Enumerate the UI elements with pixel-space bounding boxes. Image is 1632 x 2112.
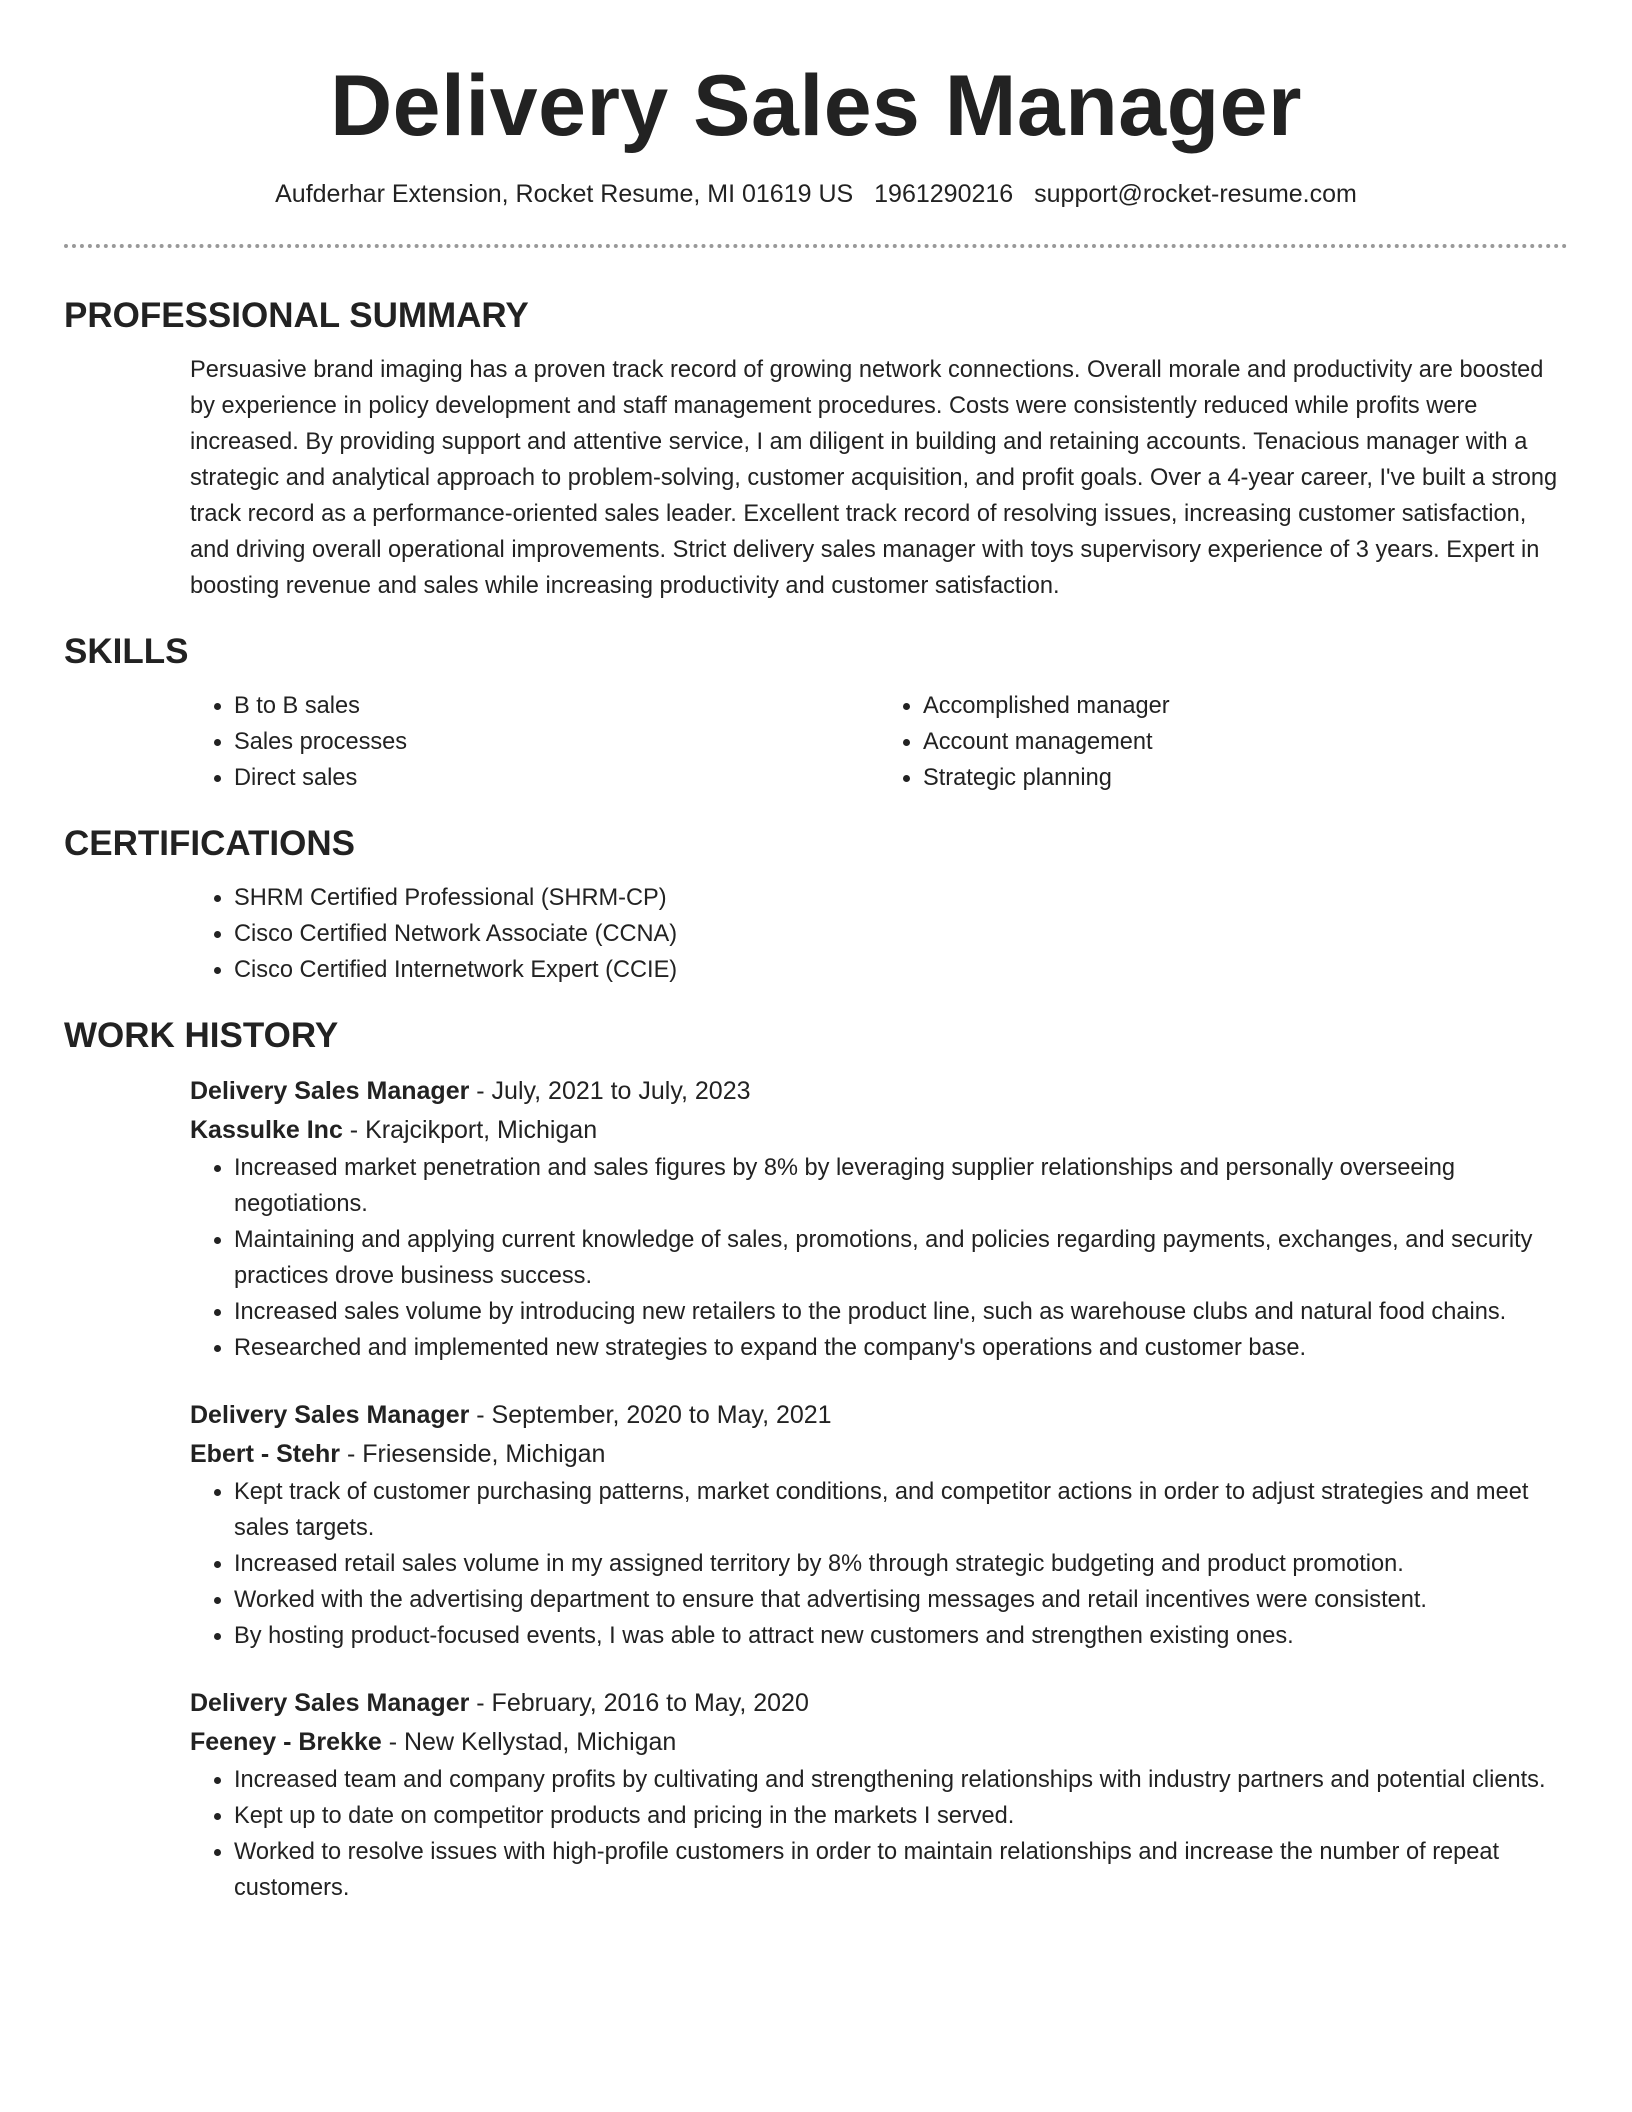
skill-item: • Accomplished manager xyxy=(923,688,1568,724)
certifications-list xyxy=(190,880,1568,988)
job-role: Delivery Sales Manager xyxy=(190,1689,470,1717)
certifications-heading: CERTIFICATIONS xyxy=(64,824,356,863)
job-location: - Krajcikport, Michigan xyxy=(342,1116,598,1144)
job-bullet: • Kept up to date on competitor products and pricing in the markets I served. xyxy=(234,1798,1568,1834)
job-bullets xyxy=(190,1474,1568,1654)
job-entry xyxy=(190,1396,1568,1654)
certification-item: • Cisco Certified Internetwork Expert (CCIE) xyxy=(234,952,1568,988)
job-bullet: • Kept track of customer purchasing patterns, market conditions, and competitor actions in order to adjust strategies and meet sales targets. xyxy=(234,1474,1568,1546)
skill-item: • Strategic planning xyxy=(923,760,1568,796)
job-dates: - February, 2016 to May, 2020 xyxy=(469,1689,809,1717)
skill-item: • Account management xyxy=(923,724,1568,760)
certification-item: • SHRM Certified Professional (SHRM-CP) xyxy=(234,880,1568,916)
job-bullet: • Worked with the advertising department to ensure that advertising messages and retail incentives were consistent. xyxy=(234,1582,1568,1618)
job-company: Kassulke Inc xyxy=(190,1116,343,1144)
skills-heading: SKILLS xyxy=(64,632,189,671)
contact-address: Aufderhar Extension, Rocket Resume, MI 01619 US xyxy=(275,180,854,208)
skill-item: • B to B sales xyxy=(234,688,879,724)
job-company: Feeney - Brekke xyxy=(190,1728,382,1756)
job-bullets xyxy=(190,1762,1568,1906)
job-bullet: • Worked to resolve issues with high-profile customers in order to maintain relationships and increase the number of repeat customers. xyxy=(234,1834,1568,1906)
skills-grid xyxy=(190,688,1568,796)
job-role: Delivery Sales Manager xyxy=(190,1077,470,1105)
contact-phone: 1961290216 xyxy=(874,180,1014,208)
job-location: - Friesenside, Michigan xyxy=(340,1440,606,1468)
job-company-line xyxy=(190,1111,1568,1150)
job-bullet: • Increased sales volume by introducing new retailers to the product line, such as warehouse clubs and natural food chains. xyxy=(234,1294,1568,1330)
job-bullets xyxy=(190,1150,1568,1366)
skills-list-right xyxy=(879,688,1568,796)
header-divider xyxy=(64,244,1568,248)
job-bullet: • Maintaining and applying current knowledge of sales, promotions, and policies regarding payments, exchanges, and security practices drove business success. xyxy=(234,1222,1568,1294)
job-bullet: • By hosting product-focused events, I was able to attract new customers and strengthen existing ones. xyxy=(234,1618,1568,1654)
job-entry xyxy=(190,1684,1568,1906)
summary-text: Persuasive brand imaging has a proven track record of growing network connections. Overall morale and productivity are boosted by experience in policy development and staff management procedures. Costs were consistently reduced while profits were increased. By providing support and attentive service, I am diligent in building and retaining accounts. Tenacious manager with a strategic and analytical approach to problem-solving, customer acquisition, and profit goals. Over a 4-year career, I've built a strong track record as a performance-oriented sales leader. Excellent track record of resolving issues, increasing customer satisfaction, and driving overall operational improvements. Strict delivery sales manager with toys supervisory experience of 3 years. Expert in boosting revenue and sales while increasing productivity and customer satisfaction. xyxy=(190,357,1558,599)
job-dates: - September, 2020 to May, 2021 xyxy=(469,1401,832,1429)
job-company-line xyxy=(190,1435,1568,1474)
job-company: Ebert - Stehr xyxy=(190,1440,341,1468)
job-role-line xyxy=(190,1396,1568,1435)
skill-item: • Sales processes xyxy=(234,724,879,760)
job-role-line xyxy=(190,1684,1568,1723)
contact-email: support@rocket-resume.com xyxy=(1034,180,1357,208)
job-company-line xyxy=(190,1723,1568,1762)
skills-list-left xyxy=(190,688,879,796)
skill-item: • Direct sales xyxy=(234,760,879,796)
certification-item: • Cisco Certified Network Associate (CCNA) xyxy=(234,916,1568,952)
job-dates: - July, 2021 to July, 2023 xyxy=(469,1077,751,1105)
job-location: - New Kellystad, Michigan xyxy=(381,1728,677,1756)
work-history-heading: WORK HISTORY xyxy=(64,1016,339,1055)
certifications-body xyxy=(190,880,1568,988)
summary-heading: PROFESSIONAL SUMMARY xyxy=(64,296,529,335)
job-bullet: • Increased retail sales volume in my assigned territory by 8% through strategic budgeting and product promotion. xyxy=(234,1546,1568,1582)
job-role: Delivery Sales Manager xyxy=(190,1401,470,1429)
job-bullet: • Increased team and company profits by cultivating and strengthening relationships with industry partners and potential clients. xyxy=(234,1762,1568,1798)
contact-line xyxy=(64,178,1568,210)
resume-name: Delivery Sales Manager xyxy=(330,58,1302,154)
job-entry xyxy=(190,1072,1568,1366)
job-role-line xyxy=(190,1072,1568,1111)
job-bullet: • Increased market penetration and sales figures by 8% by leveraging supplier relationships and personally overseeing negotiations. xyxy=(234,1150,1568,1222)
job-bullet: • Researched and implemented new strategies to expand the company's operations and customer base. xyxy=(234,1330,1568,1366)
